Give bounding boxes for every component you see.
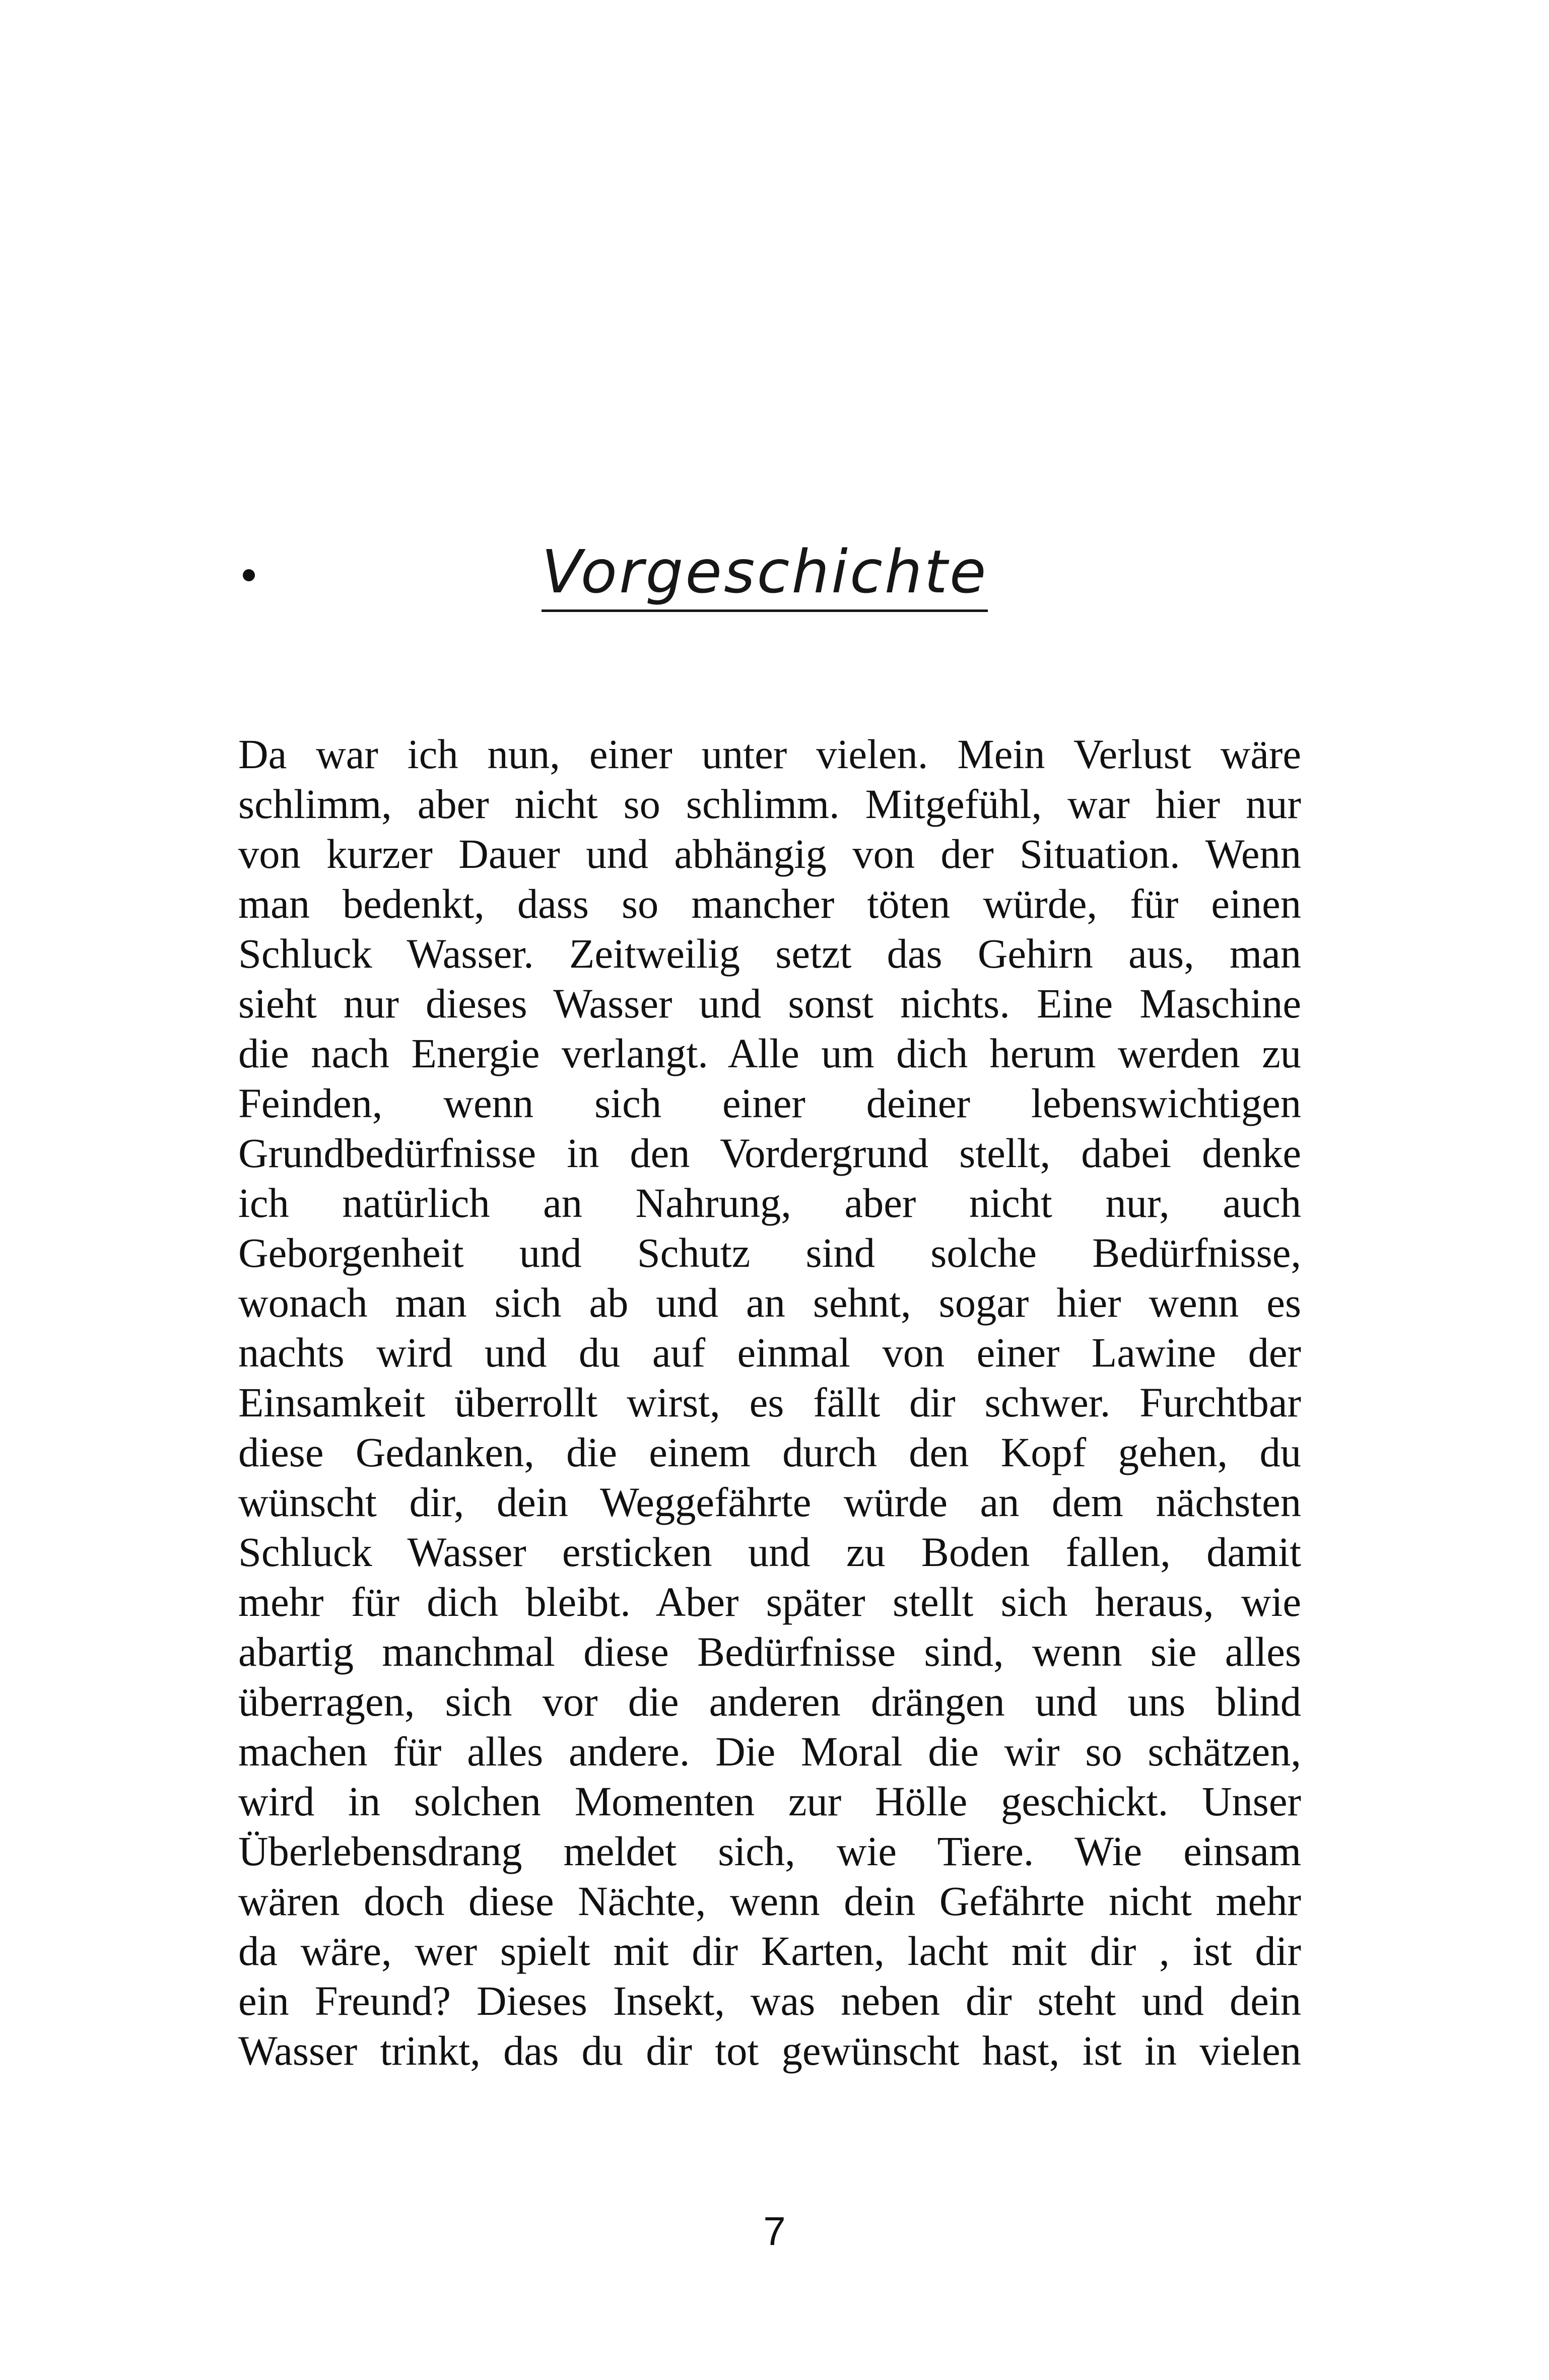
page-number: 7	[763, 2209, 786, 2254]
text-line: man bedenkt, dass so mancher töten würde, für einen	[238, 880, 1301, 927]
text-line: ein Freund? Dieses Insekt, was neben dir steht und dein	[238, 1978, 1301, 2024]
text-line: diese Gedanken, die einem durch den Kopf gehen, du	[238, 1429, 1301, 1475]
text-line: wären doch diese Nächte, wenn dein Gefährte nicht mehr	[238, 1878, 1301, 1924]
text-line: von kurzer Dauer und abhängig von der Situation. Wenn	[238, 831, 1301, 877]
text-line: abartig manchmal diese Bedürfnisse sind, wenn sie alles	[238, 1628, 1301, 1675]
text-line: Schluck Wasser. Zeitweilig setzt das Gehirn aus, man	[238, 930, 1301, 977]
text-line: Da war ich nun, einer unter vielen. Mein Verlust wäre	[238, 731, 1301, 777]
text-line: wird in solchen Momenten zur Hölle geschickt. Unser	[238, 1778, 1301, 1824]
text-line: Geborgenheit und Schutz sind solche Bedürfnisse,	[238, 1230, 1301, 1276]
chapter-title: Vorgeschichte	[542, 534, 988, 612]
text-line: überragen, sich vor die anderen drängen und uns blind	[238, 1678, 1301, 1725]
text-line: nachts wird und du auf einmal von einer Lawine der	[238, 1329, 1301, 1376]
text-line: Einsamkeit überrollt wirst, es fällt dir schwer. Furchtbar	[238, 1379, 1301, 1425]
text-line: ich natürlich an Nahrung, aber nicht nur, auch	[238, 1180, 1301, 1226]
text-line: Feinden, wenn sich einer deiner lebenswichtigen	[238, 1080, 1301, 1126]
body-text	[238, 729, 1301, 2076]
text-line: wünscht dir, dein Weggefährte würde an dem nächsten	[238, 1479, 1301, 1525]
text-line: die nach Energie verlangt. Alle um dich herum werden zu	[238, 1030, 1301, 1076]
text-line: Grundbedürfnisse in den Vordergrund stellt, dabei denke	[238, 1130, 1301, 1176]
text-line: Überlebensdrang meldet sich, wie Tiere. Wie einsam	[238, 1828, 1301, 1874]
text-line: machen für alles andere. Die Moral die wir so schätzen,	[238, 1728, 1301, 1775]
text-line: Wasser trinkt, das du dir tot gewünscht hast, ist in vielen	[238, 2027, 1301, 2074]
bullet-icon	[243, 569, 255, 581]
text-line: Schluck Wasser ersticken und zu Boden fallen, damit	[238, 1529, 1301, 1575]
chapter-heading	[0, 529, 1549, 640]
text-line: da wäre, wer spielt mit dir Karten, lacht mit dir , ist dir	[238, 1928, 1301, 1974]
text-line: mehr für dich bleibt. Aber später stellt sich heraus, wie	[238, 1579, 1301, 1625]
text-line: sieht nur dieses Wasser und sonst nichts. Eine Maschine	[238, 980, 1301, 1027]
text-line: schlimm, aber nicht so schlimm. Mitgefühl, war hier nur	[238, 781, 1301, 827]
text-line: wonach man sich ab und an sehnt, sogar hier wenn es	[238, 1279, 1301, 1326]
